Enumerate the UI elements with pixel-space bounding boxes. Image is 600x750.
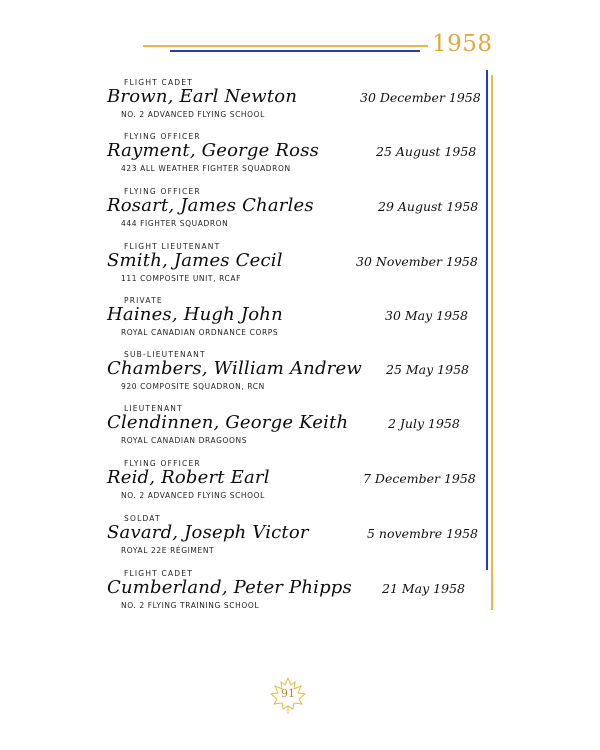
entry-unit: NO. 2 ADVANCED FLYING SCHOOL — [121, 110, 265, 119]
list-item — [0, 459, 600, 515]
list-item — [0, 78, 600, 134]
entry-date: 30 May 1958 — [385, 308, 468, 323]
list-item — [0, 132, 600, 188]
entry-unit: 111 COMPOSITE UNIT, RCAF — [121, 274, 241, 283]
list-item — [0, 187, 600, 243]
entry-rank: FLYING OFFICER — [124, 187, 201, 196]
entry-date: 2 July 1958 — [388, 416, 460, 431]
entry-rank: FLYING OFFICER — [124, 459, 201, 468]
entry-name: Rosart, James Charles — [107, 195, 314, 216]
entry-date: 25 May 1958 — [386, 362, 469, 377]
entry-rank: FLIGHT LIEUTENANT — [124, 242, 221, 251]
entry-date: 5 novembre 1958 — [367, 526, 478, 541]
entry-unit: 920 COMPOSITE SQUADRON, RCN — [121, 382, 265, 391]
header-rule-gold — [143, 45, 428, 47]
entry-rank: PRIVATE — [124, 296, 163, 305]
entry-name: Chambers, William Andrew — [107, 358, 362, 379]
entry-name: Reid, Robert Earl — [107, 467, 270, 488]
list-item — [0, 569, 600, 625]
entry-name: Cumberland, Peter Phipps — [107, 577, 352, 598]
entry-rank: LIEUTENANT — [124, 404, 183, 413]
entry-rank: SUB-LIEUTENANT — [124, 350, 206, 359]
entry-name: Rayment, George Ross — [107, 140, 320, 161]
list-item — [0, 514, 600, 570]
entry-date: 30 November 1958 — [356, 254, 478, 269]
entry-rank: SOLDAT — [124, 514, 161, 523]
entry-unit: 423 ALL WEATHER FIGHTER SQUADRON — [121, 164, 291, 173]
entry-date: 30 December 1958 — [360, 90, 481, 105]
entry-date: 25 August 1958 — [376, 144, 477, 159]
entry-name: Clendinnen, George Keith — [107, 412, 349, 433]
list-item — [0, 350, 600, 406]
entry-unit: NO. 2 ADVANCED FLYING SCHOOL — [121, 491, 265, 500]
entry-unit: ROYAL 22E RÉGIMENT — [121, 546, 215, 555]
entry-unit: 444 FIGHTER SQUADRON — [121, 219, 229, 228]
entry-date: 29 August 1958 — [378, 199, 479, 214]
entry-rank: FLYING OFFICER — [124, 132, 201, 141]
page-emblem — [266, 676, 310, 716]
entry-rank: FLIGHT CADET — [124, 78, 193, 87]
list-item — [0, 404, 600, 460]
entry-unit: ROYAL CANADIAN DRAGOONS — [121, 436, 248, 445]
entry-name: Savard, Joseph Victor — [107, 522, 309, 543]
entry-name: Smith, James Cecil — [107, 250, 283, 271]
entry-date: 7 December 1958 — [363, 471, 476, 486]
entry-name: Haines, Hugh John — [107, 304, 283, 325]
header-rule-blue — [170, 50, 420, 52]
entry-unit: ROYAL CANADIAN ORDNANCE CORPS — [121, 328, 279, 337]
entry-name: Brown, Earl Newton — [107, 86, 298, 107]
list-item — [0, 296, 600, 352]
entry-date: 21 May 1958 — [382, 581, 465, 596]
page-number: 91 — [281, 687, 295, 700]
page-year: 1958 — [432, 31, 493, 57]
entry-rank: FLIGHT CADET — [124, 569, 193, 578]
entry-unit: NO. 2 FLYING TRAINING SCHOOL — [121, 601, 260, 610]
list-item — [0, 242, 600, 298]
